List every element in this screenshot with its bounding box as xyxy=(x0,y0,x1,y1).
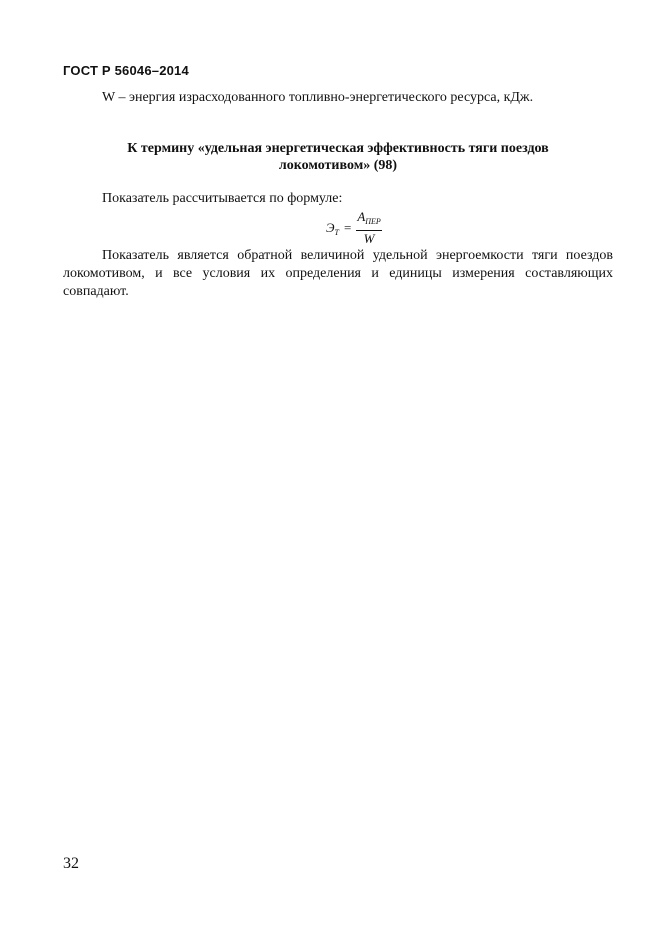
page-number: 32 xyxy=(63,855,79,872)
formula-fraction xyxy=(356,210,382,246)
section-title-line-1: К термину «удельная энергетическая эффективность тяги поездов xyxy=(127,141,549,156)
formula-equals: = xyxy=(343,220,352,235)
section-title-line-2: локомотивом» (98) xyxy=(278,158,398,173)
standard-header: ГОСТ Р 56046–2014 xyxy=(63,63,189,78)
formula-denominator: W xyxy=(363,231,375,246)
formula-numerator-symbol: A xyxy=(357,209,366,224)
formula-intro: Показатель рассчитывается по формуле: xyxy=(102,191,343,206)
formula-lhs-subscript: Т xyxy=(334,227,339,237)
formula xyxy=(326,210,382,246)
explanation-paragraph: Показатель является обратной величиной удельной энергоемкости тяги поездов локомотивом, и все условия их определения и единицы измерения составляющих совпадают. xyxy=(63,248,613,299)
formula-lhs xyxy=(326,220,339,237)
formula-lhs-symbol: Э xyxy=(326,219,335,235)
definition-line: W – энергия израсходованного топливно-энергетического ресурса, кДж. xyxy=(102,90,534,105)
formula-numerator xyxy=(356,210,382,231)
section-title xyxy=(63,140,613,174)
formula-numerator-subscript: ПЕР xyxy=(365,217,381,226)
